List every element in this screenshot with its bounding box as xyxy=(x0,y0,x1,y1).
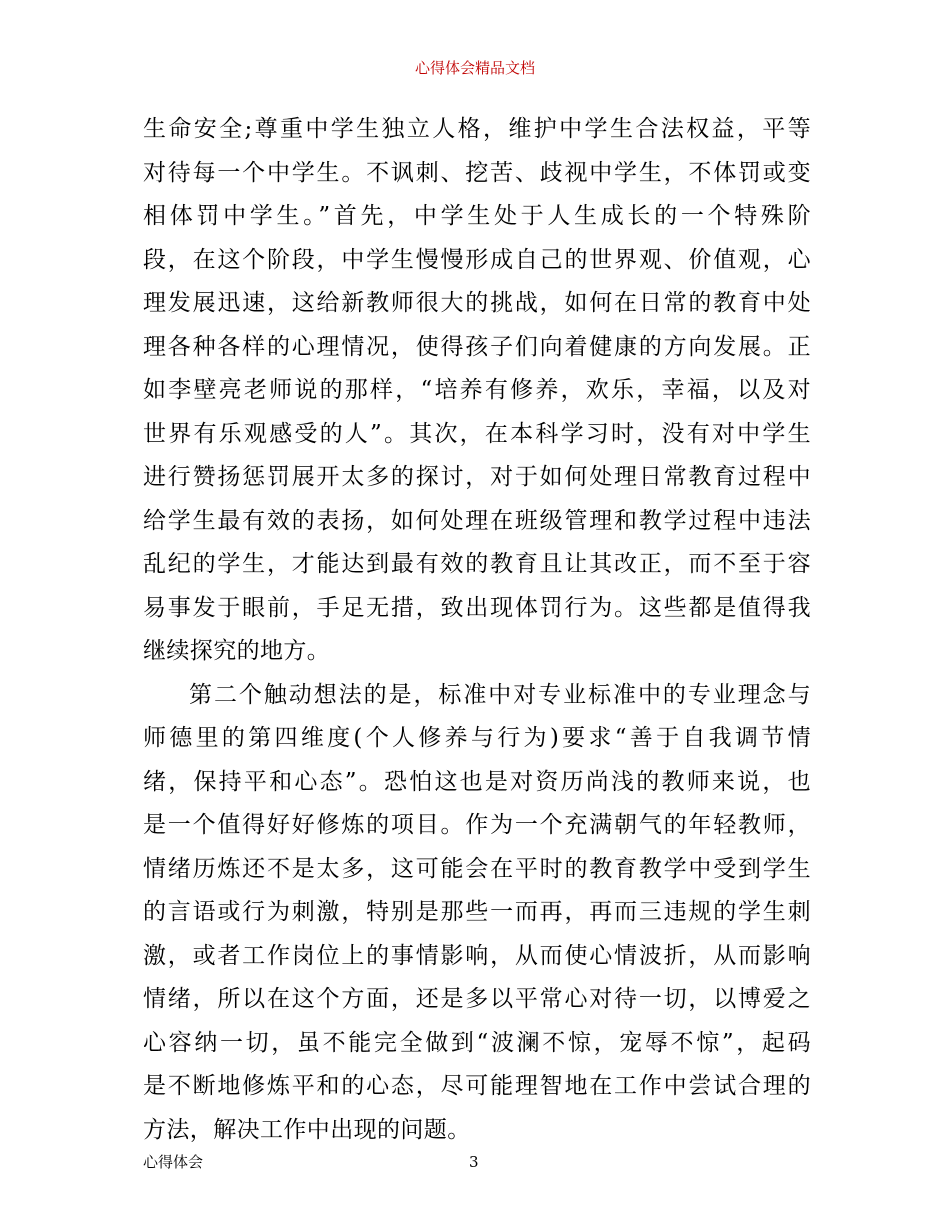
body-line-paragraph-start: 第二个触动想法的是，标准中对专业标准中的专业理念与 xyxy=(189,681,811,708)
body-line: 易事发于眼前，手足无措，致出现体罚行为。这些都是值得我 xyxy=(143,594,811,621)
body-line: 相体罚中学生。”首先，中学生处于人生成长的一个特殊阶 xyxy=(143,203,811,229)
body-line: 是一个值得好好修炼的项目。作为一个充满朝气的年轻教师， xyxy=(143,812,811,838)
body-line: 情绪，所以在这个方面，还是多以平常心对待一切，以博爱之 xyxy=(143,986,811,1012)
page-number: 3 xyxy=(469,1153,479,1171)
body-line: 段，在这个阶段，中学生慢慢形成自己的世界观、价值观，心 xyxy=(143,246,811,273)
body-line: 情绪历炼还不是太多，这可能会在平时的教育教学中受到学生 xyxy=(143,855,811,882)
body-line: 对待每一个中学生。不讽刺、挖苦、歧视中学生，不体罚或变 xyxy=(143,159,811,186)
body-line-paragraph-end: 方法，解决工作中出现的问题。 xyxy=(143,1116,471,1143)
body-line: 乱纪的学生，才能达到最有效的教育且让其改正，而不至于容 xyxy=(143,551,811,577)
body-line: 绪，保持平和心态”。恐怕这也是对资历尚浅的教师来说，也 xyxy=(143,768,811,795)
body-line: 进行赞扬惩罚展开太多的探讨，对于如何处理日常教育过程中 xyxy=(143,464,811,490)
document-body xyxy=(143,108,811,1152)
body-line: 理发展迅速，这给新教师很大的挑战，如何在日常的教育中处 xyxy=(143,290,811,316)
body-line: 给学生最有效的表扬，如何处理在班级管理和教学过程中违法 xyxy=(143,507,811,534)
body-line: 是不断地修炼平和的心态，尽可能理智地在工作中尝试合理的 xyxy=(143,1073,811,1099)
document-header-title: 心得体会精品文档 xyxy=(414,59,535,77)
body-line: 理各种各样的心理情况，使得孩子们向着健康的方向发展。正 xyxy=(143,333,811,360)
body-line-paragraph-end: 继续探究的地方。 xyxy=(143,638,331,664)
body-line: 生命安全;尊重中学生独立人格，维护中学生合法权益，平等 xyxy=(143,116,811,142)
body-line: 世界有乐观感受的人”。其次，在本科学习时，没有对中学生 xyxy=(143,420,811,447)
body-line: 的言语或行为刺激，特别是那些一而再，再而三违规的学生刺 xyxy=(143,899,811,925)
body-line: 师德里的第四维度(个人修养与行为)要求“善于自我调节情 xyxy=(143,725,811,751)
body-line: 如李壁亮老师说的那样，“培养有修养，欢乐，幸福，以及对 xyxy=(143,377,811,403)
body-line: 激，或者工作岗位上的事情影响，从而使心情波折，从而影响 xyxy=(143,942,811,969)
body-line: 心容纳一切，虽不能完全做到“波澜不惊，宠辱不惊”，起码 xyxy=(143,1029,811,1056)
footer-label: 心得体会 xyxy=(143,1153,204,1171)
